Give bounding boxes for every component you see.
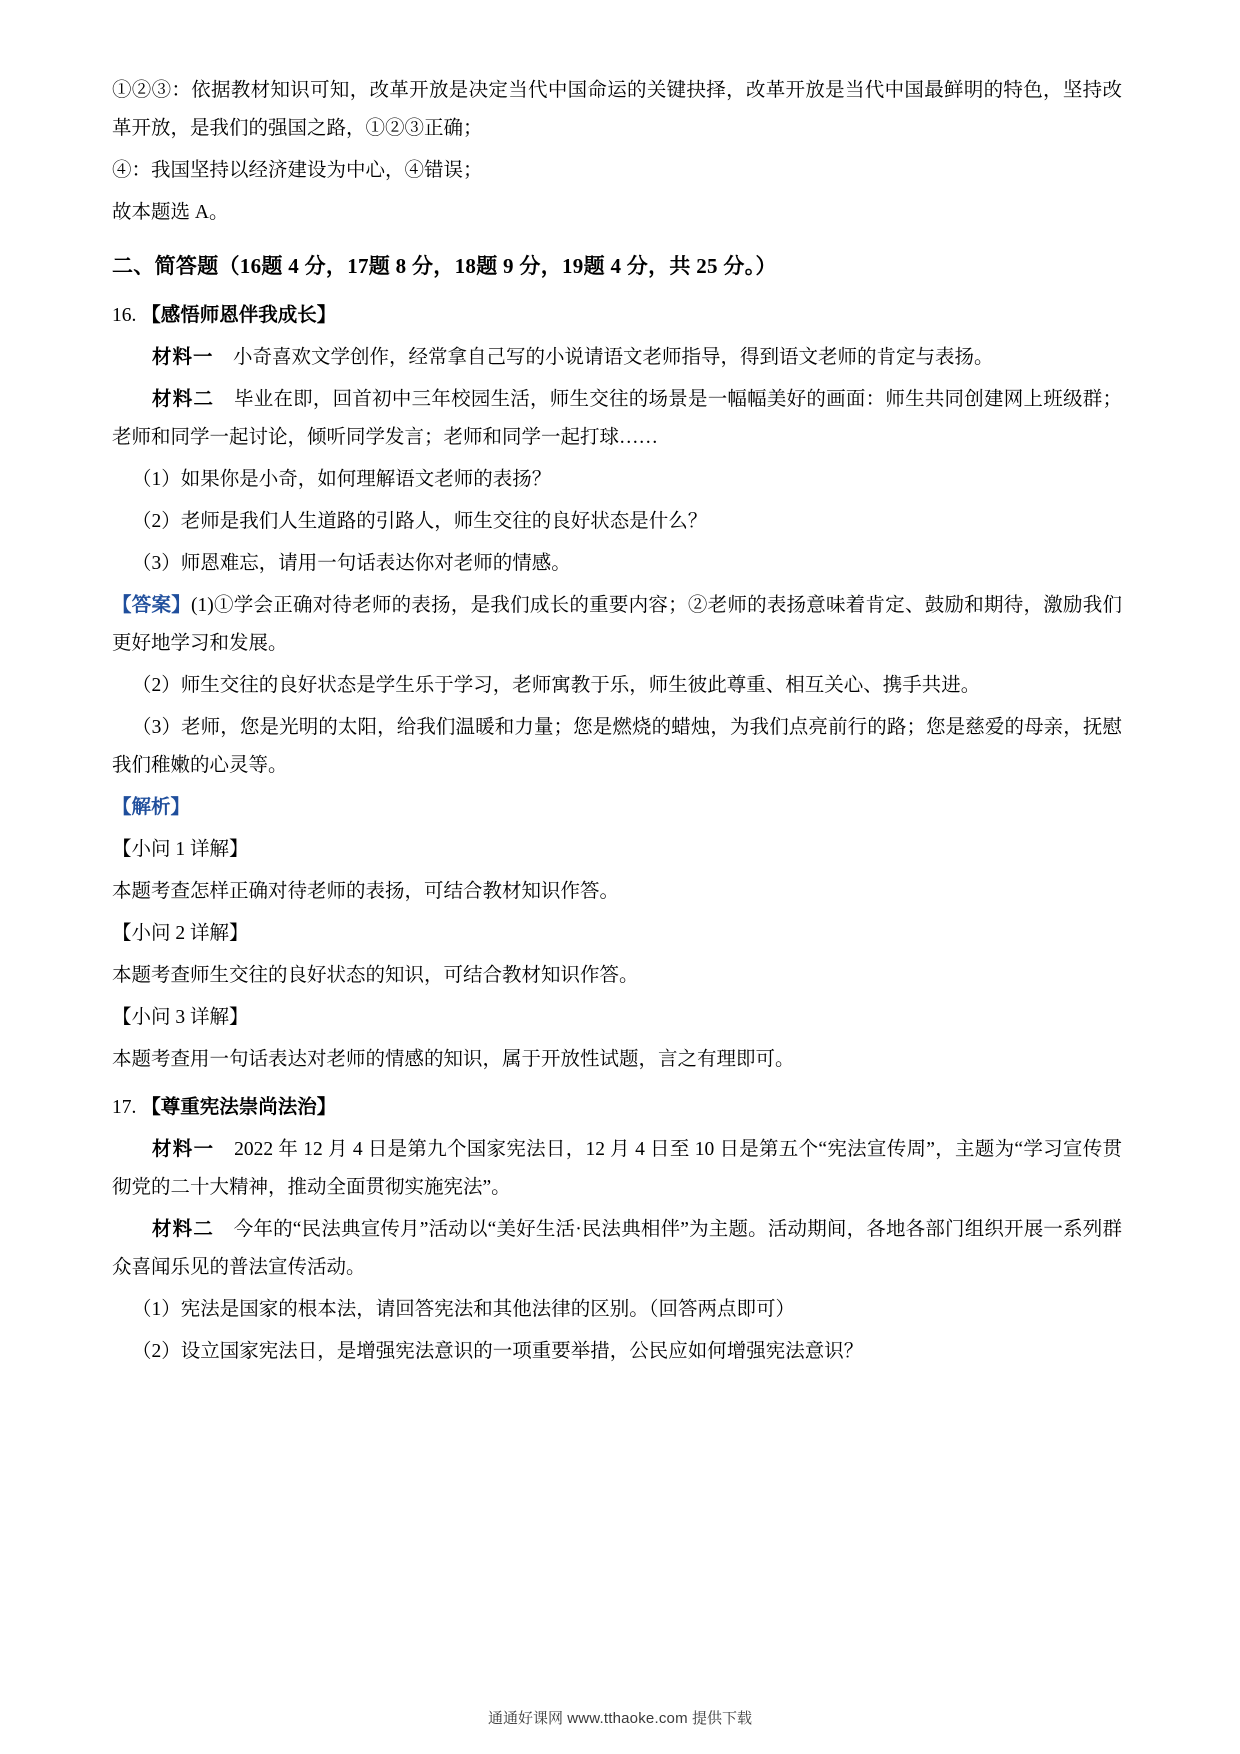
question-16-number: 16. [112,305,137,326]
detail-label-1: 【小问 1 详解】 [112,839,249,861]
answer-conclusion: 故本题选 A。 [112,202,229,224]
question-17-number: 17. [112,1097,137,1119]
question-17-sub-1: （1）宪法是国家的根本法，请回答宪法和其他法律的区别。（回答两点即可） [132,1299,796,1321]
answer-explain-line-2: ④：我国坚持以经济建设为中心，④错误； [112,160,483,182]
material-text: 2022 年 12 月 4 日是第九个国家宪法日，12 月 4 日至 10 日是第五个“宪法宣传周”，主题为“学习宣传贯彻党的二十大精神，推动全面贯彻实施宪法”。 [112,1139,1122,1199]
detail-label-2: 【小问 2 详解】 [112,923,249,945]
detail-text-2: 本题考查师生交往的良好状态的知识，可结合教材知识作答。 [112,965,639,987]
footer-site: www.tthaoke.com [567,1710,688,1727]
detail-label-3: 【小问 3 详解】 [112,1007,249,1029]
question-17-heading [112,1089,1122,1127]
footer-brand: 通通好课网 [488,1710,564,1727]
question-16-sub-3: （3）师恩难忘，请用一句话表达你对老师的情感。 [132,553,571,575]
question-17-title: 【尊重宪法崇尚法治】 [141,1097,337,1119]
question-17-material-1 [112,1131,1122,1207]
question-16-answer [112,587,1122,663]
question-16-answer-2: （2）师生交往的良好状态是学生乐于学习，老师寓教于乐，师生彼此尊重、相互关心、携手共进。 [132,675,981,697]
material-text: 今年的“民法典宣传月”活动以“美好生活·民法典相伴”为主题。活动期间，各地各部门组织开展一系列群众喜闻乐见的普法宣传活动。 [112,1219,1122,1279]
question-16-sub-1: （1）如果你是小奇，如何理解语文老师的表扬？ [132,469,552,491]
question-16-heading [112,297,1122,335]
question-16-answer-3: （3）老师，您是光明的太阳，给我们温暖和力量；您是燃烧的蜡烛，为我们点亮前行的路；您是慈爱的母亲，抚慰我们稚嫩的心灵等。 [112,717,1122,777]
material-label: 材料二 [152,1219,215,1241]
material-label: 材料二 [152,389,215,411]
analysis-label: 【解析】 [112,797,191,819]
material-text: 小奇喜欢文学创作，经常拿自己写的小说请语文老师指导，得到语文老师的肯定与表扬。 [233,347,994,369]
answer-text-1: (1)①学会正确对待老师的表扬，是我们成长的重要内容；②老师的表扬意味着肯定、鼓励和期待，激励我们更好地学习和发展。 [112,595,1122,655]
question-17-sub-2: （2）设立国家宪法日，是增强宪法意识的一项重要举措，公民应如何增强宪法意识？ [132,1341,864,1363]
footer-suffix: 提供下载 [691,1710,752,1727]
material-label: 材料一 [152,1139,215,1161]
question-16-material-1 [112,339,1122,377]
question-17-material-2 [112,1211,1122,1287]
detail-text-3: 本题考查用一句话表达对老师的情感的知识，属于开放性试题，言之有理即可。 [112,1049,795,1071]
material-text: 毕业在即，回首初中三年校园生活，师生交往的场景是一幅幅美好的画面：师生共同创建网上班级群；老师和同学一起讨论，倾听同学发言；老师和同学一起打球…… [112,389,1122,449]
answer-label: 【答案】 [112,595,191,617]
document-body [112,72,1122,1371]
page-footer [0,1707,1240,1728]
question-16-sub-2: （2）老师是我们人生道路的引路人，师生交往的良好状态是什么？ [132,511,708,533]
section-heading: 二、简答题（16题 4 分，17题 8 分，18题 9 分，19题 4 分，共 25 分。） [112,254,777,279]
answer-explain-line-1: ①②③：依据教材知识可知，改革开放是决定当代中国命运的关键抉择，改革开放是当代中国最鲜明的特色，坚持改革开放，是我们的强国之路，①②③正确； [112,80,1122,140]
question-16-material-2 [112,381,1122,457]
detail-text-1: 本题考查怎样正确对待老师的表扬，可结合教材知识作答。 [112,881,620,903]
material-label: 材料一 [152,347,214,369]
question-16-title: 【感悟师恩伴我成长】 [141,305,337,326]
